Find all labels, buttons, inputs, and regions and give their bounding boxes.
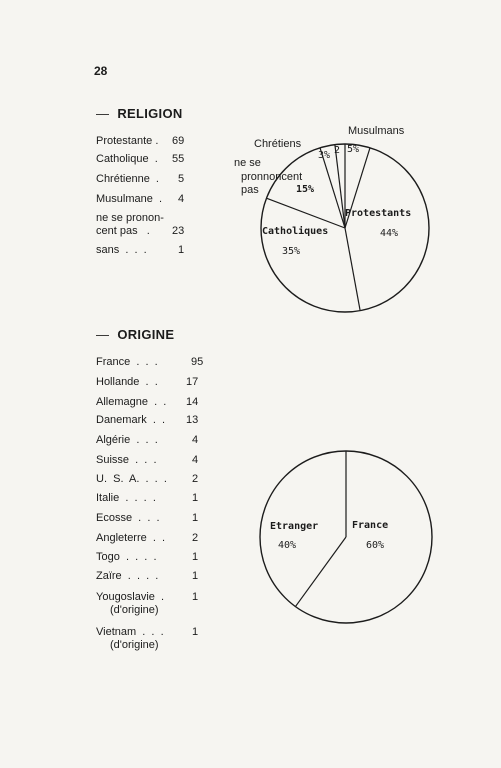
origine-label: Danemark . .	[96, 414, 166, 426]
origine-value: 4	[192, 454, 199, 466]
origine-value: 1	[192, 626, 199, 638]
origine-label: Yougoslavie .	[96, 591, 165, 603]
origine-label: Zaïre . . . .	[96, 570, 159, 582]
religion-title-text: RELIGION	[117, 106, 183, 121]
origine-label: Suisse . . .	[96, 454, 157, 466]
origine-pie-chart	[260, 451, 432, 623]
origine-value: 1	[192, 512, 199, 524]
origine-label: Allemagne . .	[96, 396, 167, 408]
religion-slice-boundary	[266, 198, 345, 228]
slice-pct-protestants: 44%	[380, 228, 399, 239]
religion-slice-boundary	[345, 228, 360, 311]
religion-label: Chrétienne .	[96, 173, 159, 185]
origine-value: 17	[186, 376, 199, 388]
origine-label: France . . .	[96, 356, 158, 368]
religion-value: 4	[178, 193, 185, 205]
ext-label-ne-se-3: pas	[241, 184, 259, 196]
origine-label: U. S. A. . . .	[96, 473, 167, 485]
religion-value: 1	[178, 244, 185, 256]
origine-value: 4	[192, 434, 199, 446]
ext-label-musulmans: Musulmans	[348, 125, 405, 137]
slice-label-etranger: Etranger	[270, 521, 319, 532]
ext-label-ne-se-2: pronnoncent	[241, 171, 303, 183]
religion-slice-boundary	[335, 145, 345, 228]
religion-label: Musulmane .	[96, 193, 163, 205]
slice-label-catholiques: Catholiques	[262, 226, 329, 237]
origine-value: 1	[192, 591, 199, 603]
origine-value: 95	[191, 356, 204, 368]
origine-value: 13	[186, 414, 199, 426]
religion-value: 5	[178, 173, 185, 185]
slice-pct-catholiques: 35%	[282, 246, 301, 257]
origine-value: 2	[192, 473, 199, 485]
origine-label: Angleterre . .	[96, 532, 166, 544]
origine-label: Italie . . . .	[96, 492, 156, 504]
religion-value: 55	[172, 153, 185, 165]
origine-slice-boundary	[295, 537, 346, 607]
slice-pct-etranger: 40%	[278, 540, 297, 551]
origine-label: Togo . . . .	[96, 551, 157, 563]
ext-label-chretiens: Chrétiens	[254, 138, 302, 150]
origine-title-text: ORIGINE	[117, 327, 175, 342]
origine-label: Ecosse . . .	[96, 512, 160, 524]
origine-dash: —	[96, 327, 110, 342]
origine-label: Hollande . .	[96, 376, 158, 388]
slice-pct-chretiens: 3%	[318, 150, 331, 161]
slice-label-protestants: Protestants	[345, 208, 412, 219]
origine-value: 1	[192, 551, 199, 563]
religion-label: ne se pronon-	[96, 212, 164, 224]
religion-value: 23	[172, 225, 185, 237]
slice-pct-other: 2	[334, 145, 341, 156]
slice-pct-ne-se: 15%	[296, 184, 315, 195]
origine-label: Algérie . . .	[96, 434, 158, 446]
slice-pct-musulmans: 5%	[347, 144, 360, 155]
slice-label-france: France	[352, 520, 389, 531]
religion-dash: —	[96, 106, 110, 121]
slice-pct-france: 60%	[366, 540, 385, 551]
origine-value: 1	[192, 492, 199, 504]
religion-label: Protestante .	[96, 135, 159, 147]
origine-sublabel: (d'origine)	[110, 604, 159, 616]
origine-value: 1	[192, 570, 199, 582]
religion-label-cont: cent pas .	[96, 225, 150, 237]
religion-label: sans . . .	[96, 244, 147, 256]
religion-pie-chart	[234, 125, 429, 312]
origine-label: Vietnam . . .	[96, 626, 164, 638]
origine-sublabel: (d'origine)	[110, 639, 159, 651]
origine-value: 2	[192, 532, 199, 544]
religion-value: 69	[172, 135, 185, 147]
origine-value: 14	[186, 396, 199, 408]
ext-label-ne-se-1: ne se	[234, 157, 261, 169]
religion-label: Catholique .	[96, 153, 158, 165]
page-number: 28	[94, 64, 108, 78]
